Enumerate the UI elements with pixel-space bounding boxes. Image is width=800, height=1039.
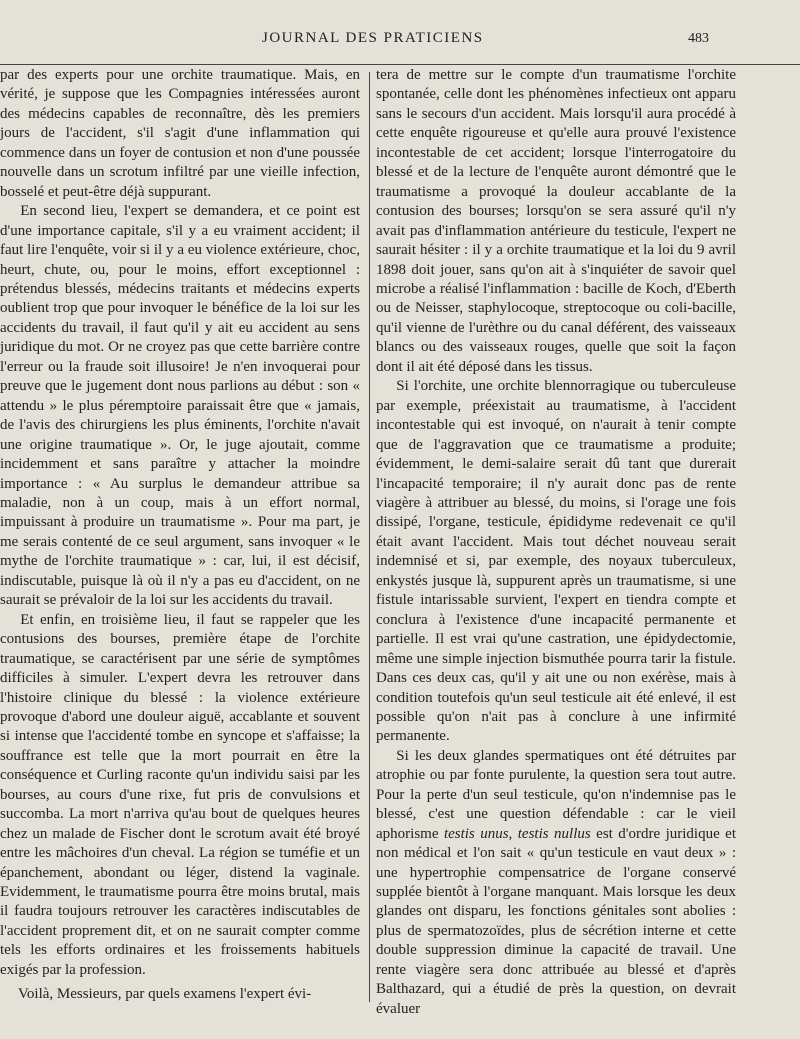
left-paragraph-4: Voilà, Messieurs, par quels examens l'expert évi- [18,986,312,1002]
running-title: JOURNAL DES PRATICIENS [262,30,484,46]
column-separator [369,72,370,1002]
header-rule [0,64,800,65]
left-paragraph-2: En second lieu, l'expert se demandera, et ce point est d'une importance capitale, s'il y a eu vraiment accident; il faut lire l'enquête, voir si il y a eu violence extérieure, choc, heurt, chute, ou, pour le moins, effort exceptionnel : prétendus blessés, médecins traitants et médecins experts oublient trop que pour invoquer le bénéfice de la loi sur les accidents du travail, il faut qu'il y ait eu accident au sens juridique du mot. Or ne croyez pas que cette barrière contre l'erreur ou la fraude soit illusoire! Je n'en invoquerai pour preuve que le jugement dont nous parlions au début : son « attendu » le plus péremptoire paraissait être que « jamais, de l'avis des chirurgiens les plus éminents, l'orchite n'avait une origine traumatique ». Or, le juge ajoutait, comme incidemment et sans paraître y attacher la moindre importance : « Au surplus le demandeur attribue sa maladie, non à un coup, mais à un effort normal, impuissant à produire un traumatisme ». Pour ma part, je me serais contenté de ce seul argument, sans invoquer « le mythe de l'orchite traumatique » : car, lui, il est décisif, indiscutable, puisque là où il n'y a pas eu d'accident, on ne saurait se prévaloir de la loi sur les accidents du travail. [0,203,360,609]
right-paragraph-3-end: est d'ordre juridique et non médical et l'on sait « qu'un testicule en vaut deux » : une hypertrophie compensatrice de l'organe conservé supplée bientôt à l'organe manquant. Mais lorsque les deux glandes ont disparu, les fonctions génitales sont abolies : plus de spermatozoïdes, plus de sécrétion interne et cette double suppression diminue la capacité de travail. Une rente viagère sera donc attribuée au blessé et d'après Balthazard, qui a étudié de près la question, on devrait évaluer [376,825,737,1017]
left-column [0,66,360,980]
right-paragraph-3 [376,747,736,1019]
right-paragraph-2: Si l'orchite, une orchite blennorragique ou tuberculeuse par exemple, préexistait au traumatisme, à l'accident incontestable qui est invoqué, on n'aurait à tenir compte que de l'aggravation que ce traumatisme a produite; évidemment, le demi-salaire serait dû tant que durerait l'incapacité temporaire; il n'y aurait donc pas de rente viagère à attribuer au blessé, du moins, si l'orage une fois dissipé, l'organe, testicule, épididyme redevenait ce qu'il était avant l'accident. Mais tout déchet nouveau serait indemnisé et si, par exemple, des noyaux tuberculeux, enkystés jusque là, suppurent après un traumatisme, si une fistule intarissable survient, l'expert en tiendra compte et conclura à l'existence d'une incapacité permanente et partielle. Il est vrai qu'une castration, une épidydectomie, même une simple injection bismuthée pourra tarir la fistule. Dans ces deux cas, qu'il y ait une ou non exérèse, mais à condition toutefois qu'un seul testicule ait été enlevé, il est possible qu'on n'ait pas à conclure à une infirmité permanente. [376,378,736,745]
page-number: 483 [688,31,709,46]
latin-aphorism: testis unus, testis nullus [443,825,591,842]
left-paragraph-1: par des experts pour une orchite traumatique. Mais, en vérité, je suppose que les Compagnies intéressées auront des médecins capables de reconnaître, dès les premiers jours de l'accident, s'il s'agit d'une inflammation qui commence dans un foyer de contusion et non d'une poussée nouvelle dans un scrotum infiltré par une vieille infection, bosselé et peut-être déjà suppurant. [0,67,360,200]
page-header [0,28,800,52]
right-column [376,66,736,1019]
left-paragraph-3: Et enfin, en troisième lieu, il faut se rappeler que les contusions des bourses, première étape de l'orchite traumatique, se caractérisent par une série de symptômes difficiles à simuler. L'expert devra les retrouver dans l'histoire clinique du blessé : la violence extérieure provoque d'abord une douleur aiguë, accablante et souvent si intense que l'accidenté tombe en syncope et s'affaisse; la souffrance est telle que la mort pourrait en être la conséquence et Curling raconte qu'un individu saisi par les bourses, au cours d'une rixe, fut pris de convulsions et succomba. La mort n'arriva qu'au bout de quelques heures chez un malade de Fischer dont le scrotum avait été broyé entre les mâchoires d'un cheval. La région se tuméfie et un épanchement, abondant ou léger, distend la vaginale. Evidemment, le traumatisme pourra être moins brutal, mais il faudra toujours retrouver les caractères indiscutables de l'accident proprement dit, et on ne saurait compter comme tels les efforts ordinaires et les froissements habituels exigés par la profession. [0,611,360,978]
right-paragraph-3-start: Si les deux glandes spermatiques ont été détruites par atrophie ou par fonte purulente, la question sera tout autre. Pour la perte d'un seul testicule, qu'on n'indemnise pas le blessé, c'est une question défendable : car le vieil aphorisme [376,747,736,842]
right-paragraph-1: tera de mettre sur le compte d'un traumatisme l'orchite spontanée, celle dont les phénomènes infectieux ont apparu sans le secours d'un accident. Mais lorsqu'il aura procédé à cette enquête rigoureuse et qu'elle aura prouvé l'existence incontestable de cet accident; lorsque l'interrogatoire du blessé et de la lecture de l'enquête auront démontré que le traumatisme a provoqué la douleur accablante de la contusion des bourses; lorsqu'on se sera assuré qu'il n'y avait pas d'inflammation antérieure du testicule, l'expert ne saurait hésiter : il y a orchite traumatique et la loi du 9 avril 1898 doit jouer, sans qu'on ait à s'inquiéter de savoir quel microbe a réalisé l'inflammation : bacille de Koch, d'Eberth ou de Neisser, staphylocoque, streptocoque ou coli-bacille, qu'il vienne de l'urèthre ou du canal déférent, des vaisseaux blancs ou des vaisseaux rouges, quelle que soit la façon dont il ait été déposé dans les tissus. [376,67,736,375]
